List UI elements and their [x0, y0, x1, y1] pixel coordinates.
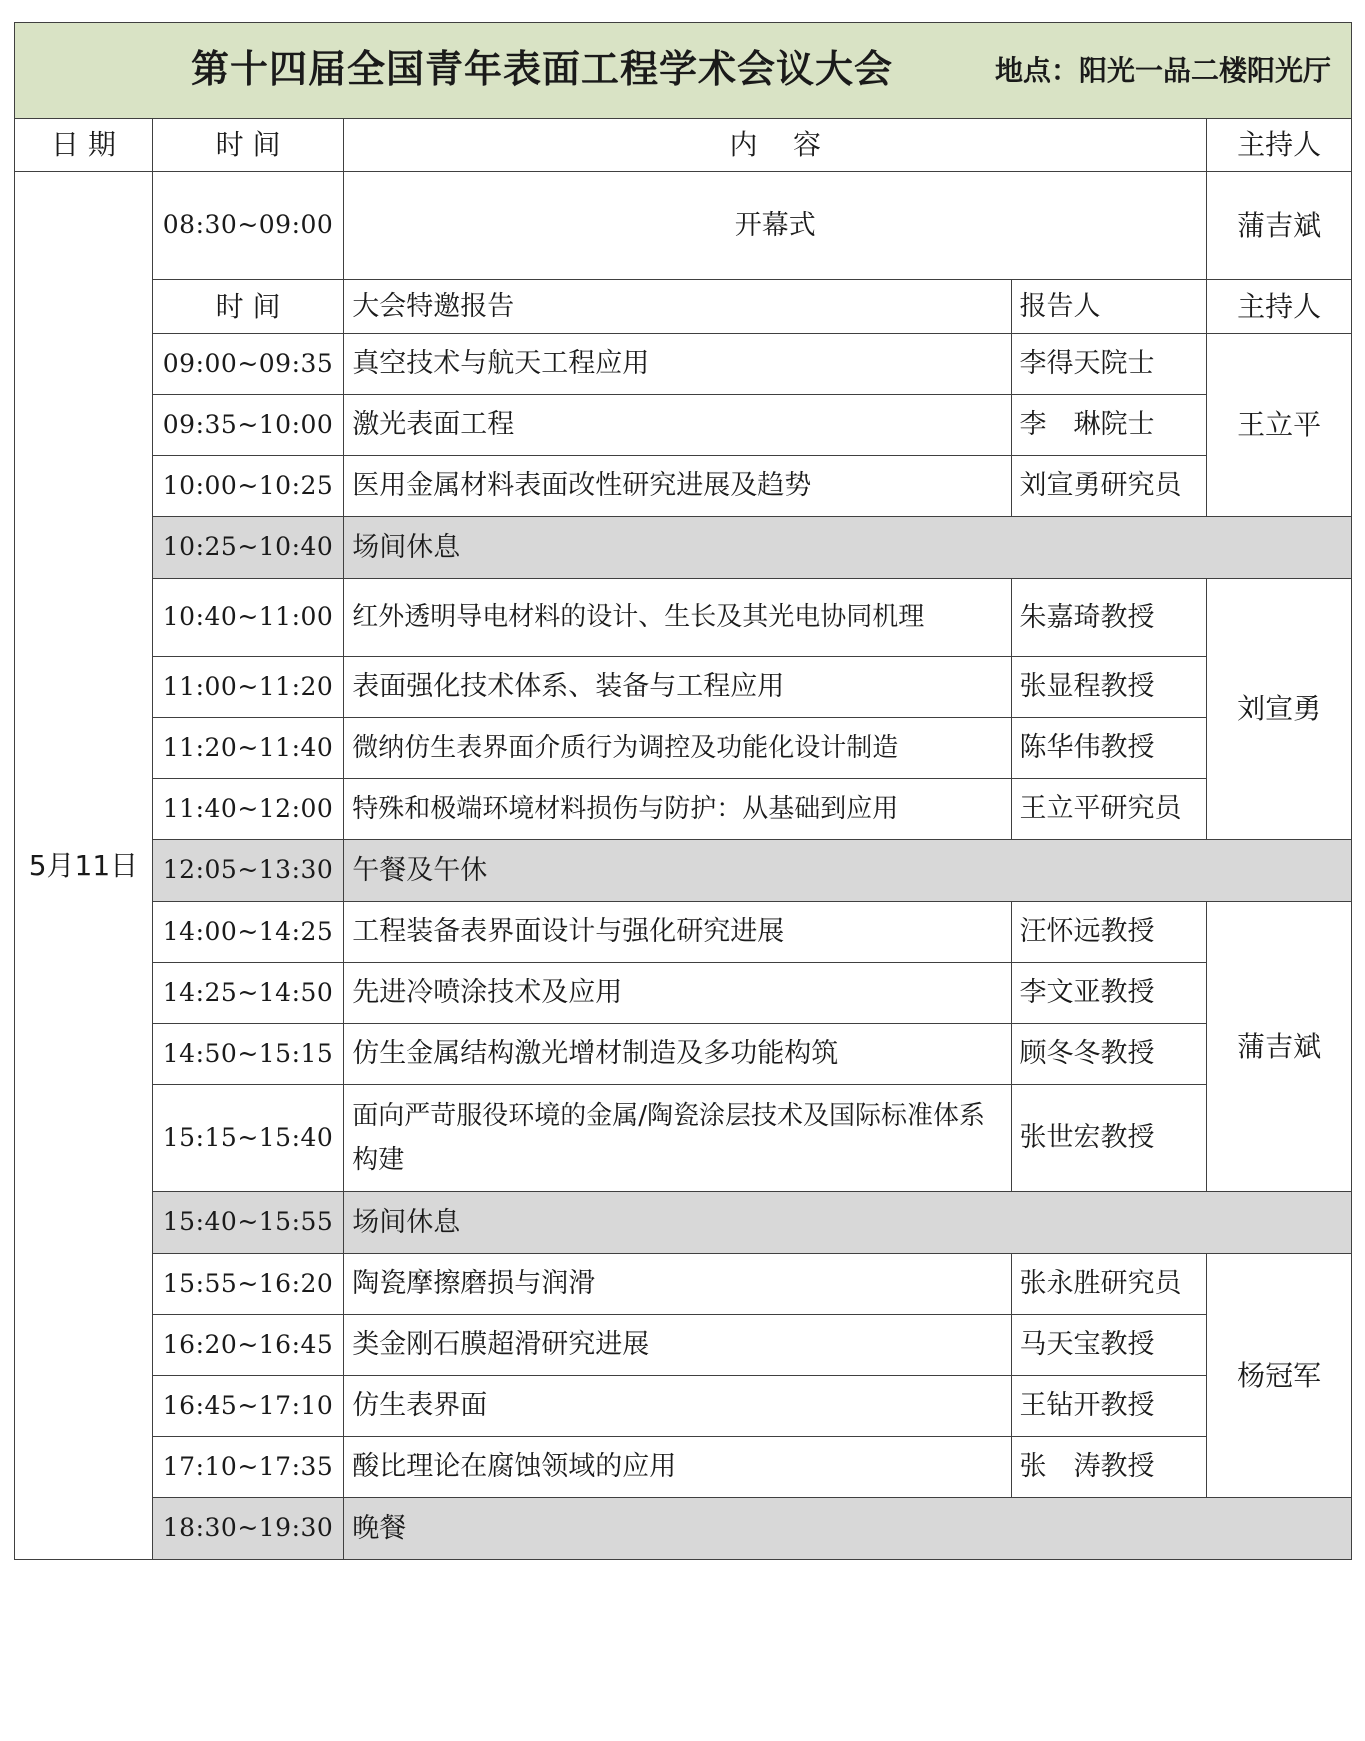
subheader-row: [15, 280, 1352, 334]
talk-title: 表面强化技术体系、装备与工程应用: [344, 657, 1011, 718]
subheader-presenter: 报告人: [1011, 280, 1207, 334]
talk-time: 11:00~11:20: [152, 657, 343, 718]
table-row: [15, 1437, 1352, 1498]
break-label: 场间休息: [344, 1192, 1352, 1254]
col-header-time: 时 间: [152, 119, 343, 172]
lunch-time: 12:05~13:30: [152, 840, 343, 902]
session4-host: 杨冠军: [1207, 1254, 1352, 1498]
talk-presenter: 李文亚教授: [1011, 963, 1207, 1024]
talk-presenter: 张 涛教授: [1011, 1437, 1207, 1498]
talk-time: 15:55~16:20: [152, 1254, 343, 1315]
table-row: [15, 334, 1352, 395]
title-cell: [15, 23, 1352, 119]
opening-host: 蒲吉斌: [1207, 172, 1352, 280]
date-cell: 5月11日: [15, 172, 153, 1560]
schedule-sheet: [14, 22, 1352, 1560]
break-time: 15:40~15:55: [152, 1192, 343, 1254]
talk-presenter: 马天宝教授: [1011, 1315, 1207, 1376]
subheader-host: 主持人: [1207, 280, 1352, 334]
talk-title: 微纳仿生表界面介质行为调控及功能化设计制造: [344, 718, 1011, 779]
schedule-table: [14, 22, 1352, 1560]
talk-presenter: 刘宣勇研究员: [1011, 456, 1207, 517]
table-row: [15, 456, 1352, 517]
talk-title: 仿生表界面: [344, 1376, 1011, 1437]
col-header-date: 日 期: [15, 119, 153, 172]
talk-title: 工程装备表界面设计与强化研究进展: [344, 902, 1011, 963]
talk-time: 14:50~15:15: [152, 1024, 343, 1085]
talk-presenter: 张显程教授: [1011, 657, 1207, 718]
table-row: [15, 395, 1352, 456]
table-row: [15, 657, 1352, 718]
table-row: [15, 718, 1352, 779]
talk-title: 真空技术与航天工程应用: [344, 334, 1011, 395]
talk-title: 红外透明导电材料的设计、生长及其光电协同机理: [344, 579, 1011, 657]
opening-time: 08:30~09:00: [152, 172, 343, 280]
page-title: 第十四届全国青年表面工程学术会议大会: [191, 47, 894, 91]
opening-content: 开幕式: [344, 172, 1207, 280]
lunch-label: 午餐及午休: [344, 840, 1352, 902]
col-header-content: 内 容: [344, 119, 1207, 172]
talk-time: 16:20~16:45: [152, 1315, 343, 1376]
talk-time: 16:45~17:10: [152, 1376, 343, 1437]
talk-title: 先进冷喷涂技术及应用: [344, 963, 1011, 1024]
table-row: [15, 1254, 1352, 1315]
talk-presenter: 李 琳院士: [1011, 395, 1207, 456]
talk-title: 陶瓷摩擦磨损与润滑: [344, 1254, 1011, 1315]
talk-presenter: 朱嘉琦教授: [1011, 579, 1207, 657]
opening-row: [15, 172, 1352, 280]
session3-host: 蒲吉斌: [1207, 902, 1352, 1192]
talk-presenter: 汪怀远教授: [1011, 902, 1207, 963]
talk-time: 09:00~09:35: [152, 334, 343, 395]
talk-time: 11:20~11:40: [152, 718, 343, 779]
talk-title: 仿生金属结构激光增材制造及多功能构筑: [344, 1024, 1011, 1085]
talk-title: 激光表面工程: [344, 395, 1011, 456]
talk-presenter: 张世宏教授: [1011, 1085, 1207, 1192]
talk-time: 14:00~14:25: [152, 902, 343, 963]
break-label: 场间休息: [344, 517, 1352, 579]
talk-time: 10:40~11:00: [152, 579, 343, 657]
table-row: [15, 963, 1352, 1024]
table-row: [15, 1024, 1352, 1085]
talk-presenter: 顾冬冬教授: [1011, 1024, 1207, 1085]
table-row: [15, 1085, 1352, 1192]
talk-time: 10:00~10:25: [152, 456, 343, 517]
talk-title: 酸比理论在腐蚀领域的应用: [344, 1437, 1011, 1498]
session2-host: 刘宣勇: [1207, 579, 1352, 840]
talk-presenter: 张永胜研究员: [1011, 1254, 1207, 1315]
title-row: [15, 23, 1352, 119]
break-row: [15, 1192, 1352, 1254]
talk-title: 特殊和极端环境材料损伤与防护：从基础到应用: [344, 779, 1011, 840]
talk-time: 11:40~12:00: [152, 779, 343, 840]
talk-title: 类金刚石膜超滑研究进展: [344, 1315, 1011, 1376]
dinner-row: [15, 1498, 1352, 1560]
lunch-row: [15, 840, 1352, 902]
talk-title: 面向严苛服役环境的金属/陶瓷涂层技术及国际标准体系构建: [344, 1085, 1011, 1192]
break-row: [15, 517, 1352, 579]
session1-host: 王立平: [1207, 334, 1352, 517]
col-header-host: 主持人: [1207, 119, 1352, 172]
column-header-row: [15, 119, 1352, 172]
talk-time: 15:15~15:40: [152, 1085, 343, 1192]
table-row: [15, 1315, 1352, 1376]
table-row: [15, 902, 1352, 963]
talk-time: 14:25~14:50: [152, 963, 343, 1024]
talk-title: 医用金属材料表面改性研究进展及趋势: [344, 456, 1011, 517]
dinner-label: 晚餐: [344, 1498, 1352, 1560]
subheader-time: 时 间: [152, 280, 343, 334]
talk-presenter: 王钻开教授: [1011, 1376, 1207, 1437]
table-row: [15, 779, 1352, 840]
talk-time: 17:10~17:35: [152, 1437, 343, 1498]
table-row: [15, 1376, 1352, 1437]
venue-label: 地点：阳光一品二楼阳光厅: [995, 54, 1332, 87]
dinner-time: 18:30~19:30: [152, 1498, 343, 1560]
break-time: 10:25~10:40: [152, 517, 343, 579]
table-row: [15, 579, 1352, 657]
talk-time: 09:35~10:00: [152, 395, 343, 456]
subheader-content: 大会特邀报告: [344, 280, 1011, 334]
talk-presenter: 王立平研究员: [1011, 779, 1207, 840]
talk-presenter: 陈华伟教授: [1011, 718, 1207, 779]
talk-presenter: 李得天院士: [1011, 334, 1207, 395]
